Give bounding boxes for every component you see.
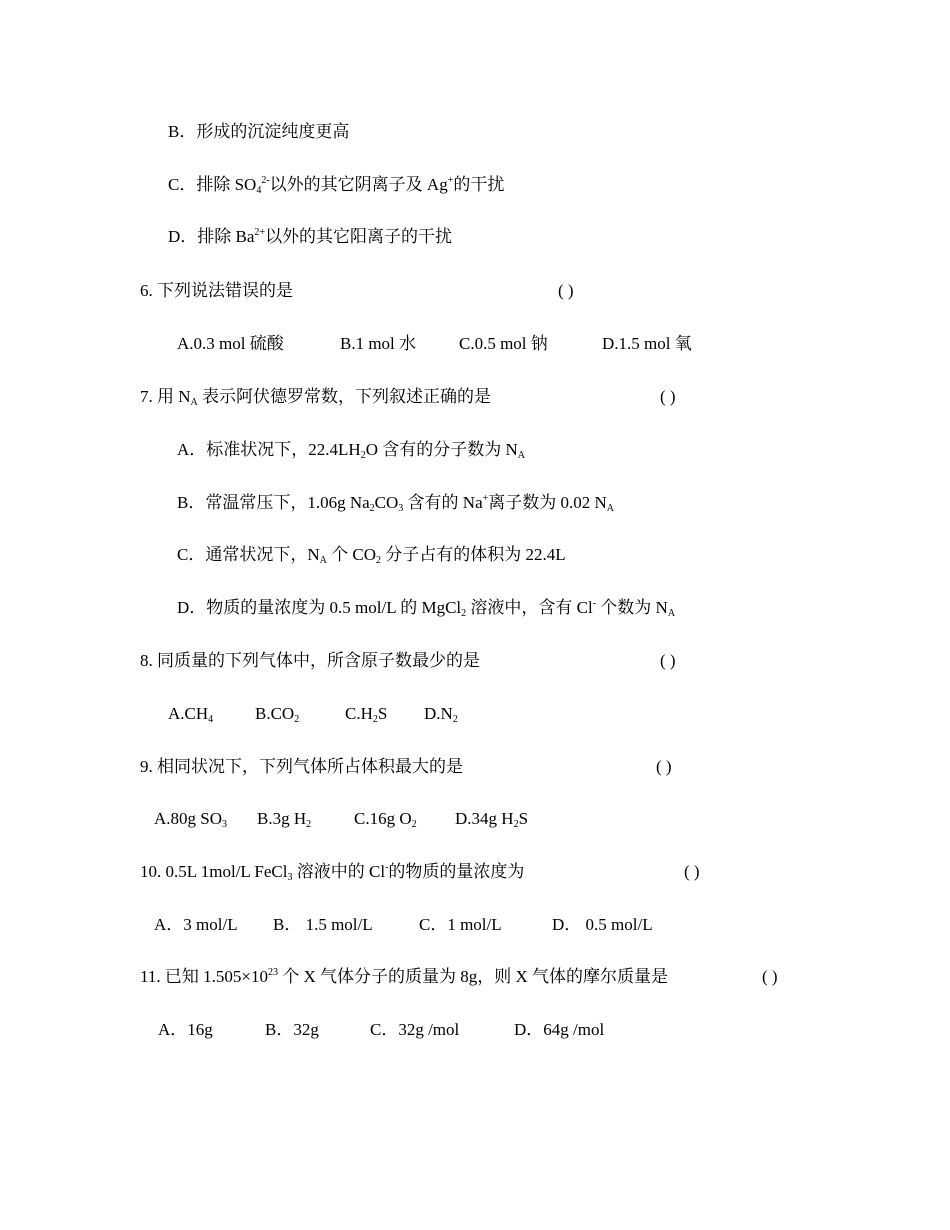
text-run: S <box>377 704 388 723</box>
text-segment <box>154 914 238 936</box>
subscript: 2 <box>360 450 366 461</box>
subscript: 2 <box>369 503 375 514</box>
text-segment <box>140 386 491 408</box>
subscript: 2 <box>452 714 458 725</box>
text-run: ( ) <box>558 281 574 300</box>
text-segment <box>140 280 293 302</box>
subscript: 3 <box>222 819 228 830</box>
subscript: 3 <box>398 503 404 514</box>
text-run: D．64g /mol <box>514 1020 605 1039</box>
text-segment <box>340 333 416 355</box>
subscript: 2 <box>372 714 378 725</box>
text-segment <box>552 914 653 936</box>
text-run: ( ) <box>656 757 672 776</box>
text-run: D.34g H <box>455 809 514 828</box>
text-run: 10. 0.5L 1mol/L FeCl <box>140 862 288 881</box>
text-segment <box>419 914 502 936</box>
superscript: 2+ <box>254 227 266 238</box>
text-run: B.1 mol 水 <box>340 334 417 353</box>
text-run: 9. 相同状况下，下列气体所占体积最大的是 <box>140 757 463 776</box>
text-run: B．形成的沉淀纯度更高 <box>168 122 350 141</box>
text-segment <box>140 756 463 778</box>
text-segment <box>257 808 311 830</box>
superscript: - <box>592 598 597 609</box>
text-run: C．通常状况下，N <box>177 545 320 564</box>
superscript: + <box>447 175 454 186</box>
text-segment <box>660 386 676 408</box>
text-run: 个数为 N <box>596 598 668 617</box>
text-segment <box>558 280 574 302</box>
text-segment <box>660 650 676 672</box>
text-run: C.16g O <box>354 809 412 828</box>
text-run: A.0.3 mol 硫酸 <box>177 334 284 353</box>
text-run: 溶液中的 Cl <box>292 862 386 881</box>
text-run: D．排除 Ba <box>168 227 255 246</box>
subscript: 2 <box>513 819 519 830</box>
subscript: 2 <box>294 714 300 725</box>
text-segment <box>762 966 778 988</box>
text-run: B．常温常压下，1.06g Na <box>177 493 370 512</box>
text-run: 以外的其它阳离子的干扰 <box>265 227 453 246</box>
text-segment <box>177 597 675 619</box>
text-segment <box>168 121 349 143</box>
text-run: A．3 mol/L <box>154 915 238 934</box>
text-run: ( ) <box>684 862 700 881</box>
text-segment <box>345 703 387 725</box>
subscript: 4 <box>256 185 262 196</box>
text-segment <box>168 174 504 196</box>
text-run: A．16g <box>158 1020 213 1039</box>
subscript: A <box>517 450 525 461</box>
subscript: 4 <box>208 714 214 725</box>
text-segment <box>459 333 548 355</box>
superscript: + <box>482 493 489 504</box>
subscript: 3 <box>287 872 293 883</box>
subscript: 2 <box>306 819 312 830</box>
text-run: B.3g H <box>257 809 307 828</box>
text-run: D． 0.5 mol/L <box>552 915 653 934</box>
text-run: CO <box>374 493 399 512</box>
text-run: 个 CO <box>326 545 376 564</box>
text-run: A.CH <box>168 704 209 723</box>
text-run: 11. 已知 1.505×10 <box>140 967 268 986</box>
text-run: 8. 同质量的下列气体中，所含原子数最少的是 <box>140 651 480 670</box>
text-segment <box>424 703 458 725</box>
text-segment <box>656 756 672 778</box>
superscript: 2- <box>261 175 270 186</box>
text-segment <box>273 914 373 936</box>
text-segment <box>455 808 528 830</box>
text-run: 含有的 Na <box>403 493 483 512</box>
text-segment <box>177 492 614 514</box>
subscript: A <box>319 555 327 566</box>
subscript: 2 <box>411 819 417 830</box>
superscript: - <box>385 862 389 873</box>
text-run: C．32g /mol <box>370 1020 460 1039</box>
text-segment <box>177 333 284 355</box>
text-segment <box>168 226 452 248</box>
text-segment <box>140 966 668 988</box>
text-run: B．32g <box>265 1020 319 1039</box>
text-run: ( ) <box>660 651 676 670</box>
text-segment <box>158 1019 213 1041</box>
text-run: 表示阿伏德罗常数，下列叙述正确的是 <box>197 387 492 406</box>
text-run: ( ) <box>660 387 676 406</box>
superscript: 23 <box>267 967 278 978</box>
text-run: 6. 下列说法错误的是 <box>140 281 293 300</box>
text-run: B． 1.5 mol/L <box>273 915 373 934</box>
text-run: O 含有的分子数为 N <box>365 440 518 459</box>
text-segment <box>354 808 417 830</box>
subscript: 2 <box>461 608 467 619</box>
text-run: 分子占有的体积为 22.4L <box>380 545 566 564</box>
text-run: S <box>518 809 529 828</box>
text-segment <box>255 703 299 725</box>
text-segment <box>684 861 700 883</box>
text-run: D.N <box>424 704 453 723</box>
text-run: 的物质的量浓度为 <box>388 862 525 881</box>
text-segment <box>168 703 213 725</box>
text-segment <box>602 333 692 355</box>
text-run: 7. 用 N <box>140 387 191 406</box>
text-run: 以外的其它阴离子及 Ag <box>269 175 448 194</box>
subscript: 2 <box>375 555 381 566</box>
text-run: ( ) <box>762 967 778 986</box>
text-run: C．1 mol/L <box>419 915 502 934</box>
text-run: D.1.5 mol 氧 <box>602 334 692 353</box>
text-run: 离子数为 0.02 N <box>488 493 607 512</box>
text-segment <box>177 439 525 461</box>
text-run: 溶液中，含有 Cl <box>466 598 593 617</box>
text-run: A．标准状况下，22.4LH <box>177 440 361 459</box>
text-run: A.80g SO <box>154 809 223 828</box>
text-run: C.H <box>345 704 373 723</box>
text-run: C.0.5 mol 钠 <box>459 334 548 353</box>
text-run: 个 X 气体分子的质量为 8g，则 X 气体的摩尔质量是 <box>277 967 669 986</box>
text-segment <box>140 650 480 672</box>
subscript: A <box>190 397 198 408</box>
text-segment <box>265 1019 319 1041</box>
text-run: 的干扰 <box>453 175 505 194</box>
text-run: D．物质的量浓度为 0.5 mol/L 的 MgCl <box>177 598 462 617</box>
text-run: B.CO <box>255 704 295 723</box>
text-run: C．排除 SO <box>168 175 257 194</box>
text-segment <box>370 1019 459 1041</box>
text-segment <box>177 544 566 566</box>
text-segment <box>154 808 227 830</box>
subscript: A <box>606 503 615 514</box>
subscript: A <box>667 608 676 619</box>
text-segment <box>514 1019 604 1041</box>
text-segment <box>140 861 524 883</box>
